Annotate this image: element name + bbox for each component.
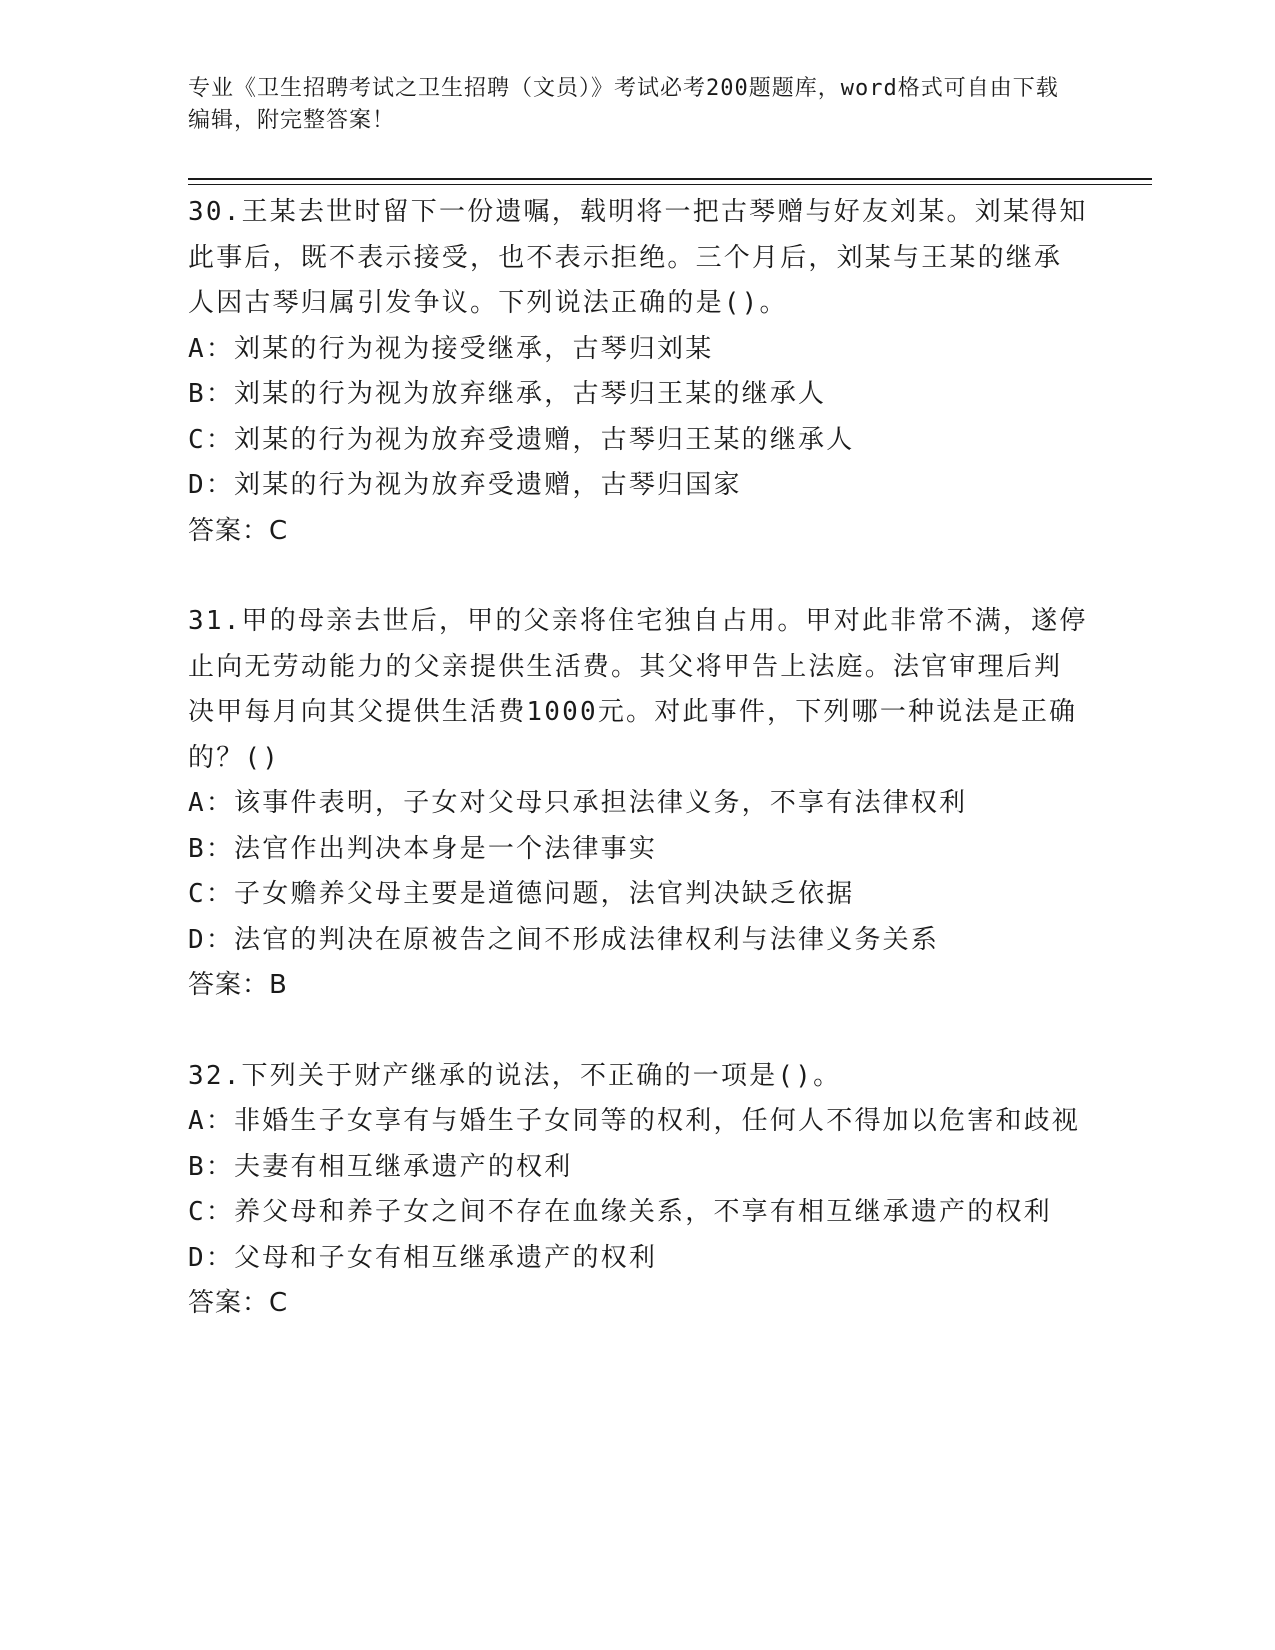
- question-stem: 32.下列关于财产继承的说法，不正确的一项是()。: [188, 1060, 842, 1091]
- option-b: B：夫妻有相互继承遗产的权利: [188, 1151, 573, 1182]
- header-rule-thick: [188, 178, 1152, 180]
- option-a: A：非婚生子女享有与婚生子女同等的权利，任何人不得加以危害和歧视: [188, 1106, 1081, 1136]
- option-c: C：刘某的行为视为放弃受遗赠，古琴归王某的继承人: [188, 424, 855, 455]
- question-stem: 30.王某去世时留下一份遗嘱，载明将一把古琴赠与好友刘某。刘某得知此事后，既不表示接受，也不表示拒绝。三个月后，刘某与王某的继承人因古琴归属引发争议。下列说法正确的是()。: [188, 197, 1088, 318]
- document-header: 专业《卫生招聘考试之卫生招聘（文员）》考试必考200题题库，word格式可自由下载编辑，附完整答案！: [188, 76, 1059, 133]
- question-list: [188, 190, 1088, 1327]
- option-c: C：子女赡养父母主要是道德问题，法官判决缺乏依据: [188, 879, 855, 909]
- answer: 答案：B: [188, 970, 288, 1000]
- question-30: [188, 190, 1088, 554]
- question-31: [188, 599, 1088, 1009]
- answer: 答案：C: [188, 1288, 289, 1318]
- option-d: D：父母和子女有相互继承遗产的权利: [188, 1242, 658, 1273]
- header-rule-thin: [188, 184, 1152, 185]
- question-32: [188, 1054, 1088, 1327]
- question-stem: 31.甲的母亲去世后，甲的父亲将住宅独自占用。甲对此非常不满，遂停止向无劳动能力的父亲提供生活费。其父将甲告上法庭。法官审理后判决甲每月向其父提供生活费1000元。对此事件，下列哪一种说法是正确的？(): [188, 606, 1088, 773]
- option-d: D：刘某的行为视为放弃受遗赠，古琴归国家: [188, 470, 742, 500]
- option-b: B：刘某的行为视为放弃继承，古琴归王某的继承人: [188, 379, 827, 409]
- option-a: A：刘某的行为视为接受继承，古琴归刘某: [188, 333, 714, 364]
- option-a: A：该事件表明，子女对父母只承担法律义务，不享有法律权利: [188, 788, 968, 818]
- option-c: C：养父母和养子女之间不存在血缘关系，不享有相互继承遗产的权利: [188, 1197, 1052, 1227]
- answer: 答案：C: [188, 515, 289, 546]
- option-d: D：法官的判决在原被告之间不形成法律权利与法律义务关系: [188, 924, 940, 955]
- option-b: B：法官作出判决本身是一个法律事实: [188, 833, 658, 864]
